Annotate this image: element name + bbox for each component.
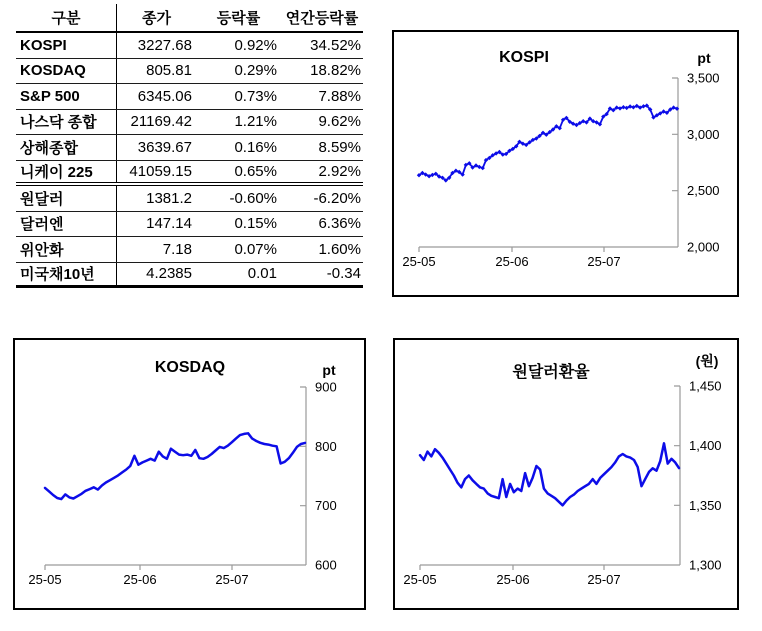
header-category: 구분 <box>16 4 117 31</box>
x-axis-tick-label: 25-06 <box>123 572 157 587</box>
row-label: 달러엔 <box>16 212 117 237</box>
header-ytd-change: 연간등락률 <box>285 10 359 27</box>
change-value: -0.60% <box>229 189 277 207</box>
chart-title: KOSDAQ <box>154 359 226 376</box>
table-row <box>16 84 363 110</box>
ytd-value: 34.52% <box>310 36 361 54</box>
row-label: KOSDAQ <box>16 59 117 84</box>
ytd-value: 8.59% <box>318 138 361 156</box>
row-label: 미국채10년 <box>16 263 117 286</box>
change-value: 0.92% <box>234 36 277 54</box>
chart-axes <box>419 78 678 252</box>
y-axis-tick-label: 1,350 <box>689 497 722 513</box>
table-row <box>16 237 363 263</box>
row-label: S&P 500 <box>16 84 117 109</box>
change-value: 0.29% <box>234 62 277 80</box>
change-value: 0.15% <box>234 215 277 233</box>
x-axis-tick-label: 25-07 <box>587 254 621 269</box>
chart-axes <box>45 387 306 570</box>
change-value: 0.65% <box>234 162 277 180</box>
close-value: 1381.2 <box>146 189 192 207</box>
close-value: 3639.67 <box>137 138 192 156</box>
chart-unit-label: pt <box>697 50 711 66</box>
close-value: 6345.06 <box>137 87 192 105</box>
close-value: 3227.68 <box>137 36 192 54</box>
row-label: 상해종합 <box>16 135 117 160</box>
chart-title: 원달러환율 <box>512 364 590 381</box>
kosdaq-chart <box>13 338 366 610</box>
y-axis-tick-label: 2,000 <box>687 239 720 255</box>
chart-unit-label: pt <box>322 362 336 378</box>
ytd-value: 18.82% <box>310 62 361 80</box>
ytd-value: -0.34 <box>326 265 361 283</box>
table-row <box>16 135 363 161</box>
x-axis-tick-label: 25-07 <box>587 572 621 587</box>
kospi-chart <box>392 30 739 297</box>
table-row <box>16 59 363 85</box>
change-value: 0.16% <box>234 138 277 156</box>
chart-unit-label: (원) <box>695 353 719 369</box>
table-row <box>16 33 363 59</box>
header-close: 종가 <box>142 10 171 27</box>
x-axis-tick-label: 25-05 <box>403 572 437 587</box>
change-value: 0.73% <box>234 87 277 105</box>
x-axis-tick-label: 25-05 <box>28 572 62 587</box>
x-axis-tick-label: 25-06 <box>495 254 529 269</box>
change-value: 0.01 <box>247 265 277 283</box>
ytd-value: 2.92% <box>318 162 361 180</box>
y-axis-tick-label: 600 <box>315 557 337 573</box>
market-table-body <box>16 33 363 288</box>
change-value: 0.07% <box>234 240 277 258</box>
close-value: 41059.15 <box>129 162 192 180</box>
y-axis-tick-label: 1,400 <box>689 438 722 454</box>
x-axis-tick-label: 25-06 <box>496 572 530 587</box>
market-table <box>16 4 363 288</box>
x-axis-tick-label: 25-07 <box>215 572 249 587</box>
close-value: 7.18 <box>162 240 192 258</box>
table-row <box>16 263 363 289</box>
change-value: 1.21% <box>234 113 277 131</box>
table-row <box>16 186 363 212</box>
y-axis-tick-label: 2,500 <box>687 183 720 199</box>
y-axis-tick-label: 3,000 <box>687 126 720 142</box>
y-axis-tick-label: 1,450 <box>689 378 722 394</box>
row-label: 원달러 <box>16 186 117 211</box>
kospi-line-plot <box>394 32 737 295</box>
chart-title: KOSPI <box>499 49 549 66</box>
header-change: 등락률 <box>216 10 261 27</box>
row-label: 위안화 <box>16 237 117 262</box>
series-line <box>419 106 677 181</box>
table-row <box>16 212 363 238</box>
close-value: 147.14 <box>146 215 192 233</box>
row-label: 니케이 225 <box>16 161 117 183</box>
ytd-value: -6.20% <box>313 189 361 207</box>
y-axis-tick-label: 700 <box>315 498 337 514</box>
table-row <box>16 110 363 136</box>
ytd-value: 9.62% <box>318 113 361 131</box>
y-axis-tick-label: 800 <box>315 438 337 454</box>
close-value: 21169.42 <box>130 113 192 131</box>
kosdaq-line-plot <box>15 340 364 608</box>
series-markers <box>417 103 679 182</box>
table-row <box>16 161 363 187</box>
series-line <box>420 443 679 505</box>
ytd-value: 7.88% <box>318 87 361 105</box>
y-axis-tick-label: 3,500 <box>687 70 720 86</box>
row-label: KOSPI <box>16 33 117 58</box>
table-header-row <box>16 4 363 33</box>
usdkrw-line-plot <box>395 340 737 608</box>
usdkrw-chart <box>393 338 739 610</box>
row-label: 나스닥 종합 <box>16 110 117 135</box>
close-value: 805.81 <box>146 62 192 80</box>
ytd-value: 1.60% <box>318 240 361 258</box>
close-value: 4.2385 <box>146 265 192 283</box>
y-axis-tick-label: 900 <box>315 379 337 395</box>
x-axis-tick-label: 25-05 <box>402 254 436 269</box>
series-line <box>45 433 305 499</box>
ytd-value: 6.36% <box>318 215 361 233</box>
y-axis-tick-label: 1,300 <box>689 557 722 573</box>
